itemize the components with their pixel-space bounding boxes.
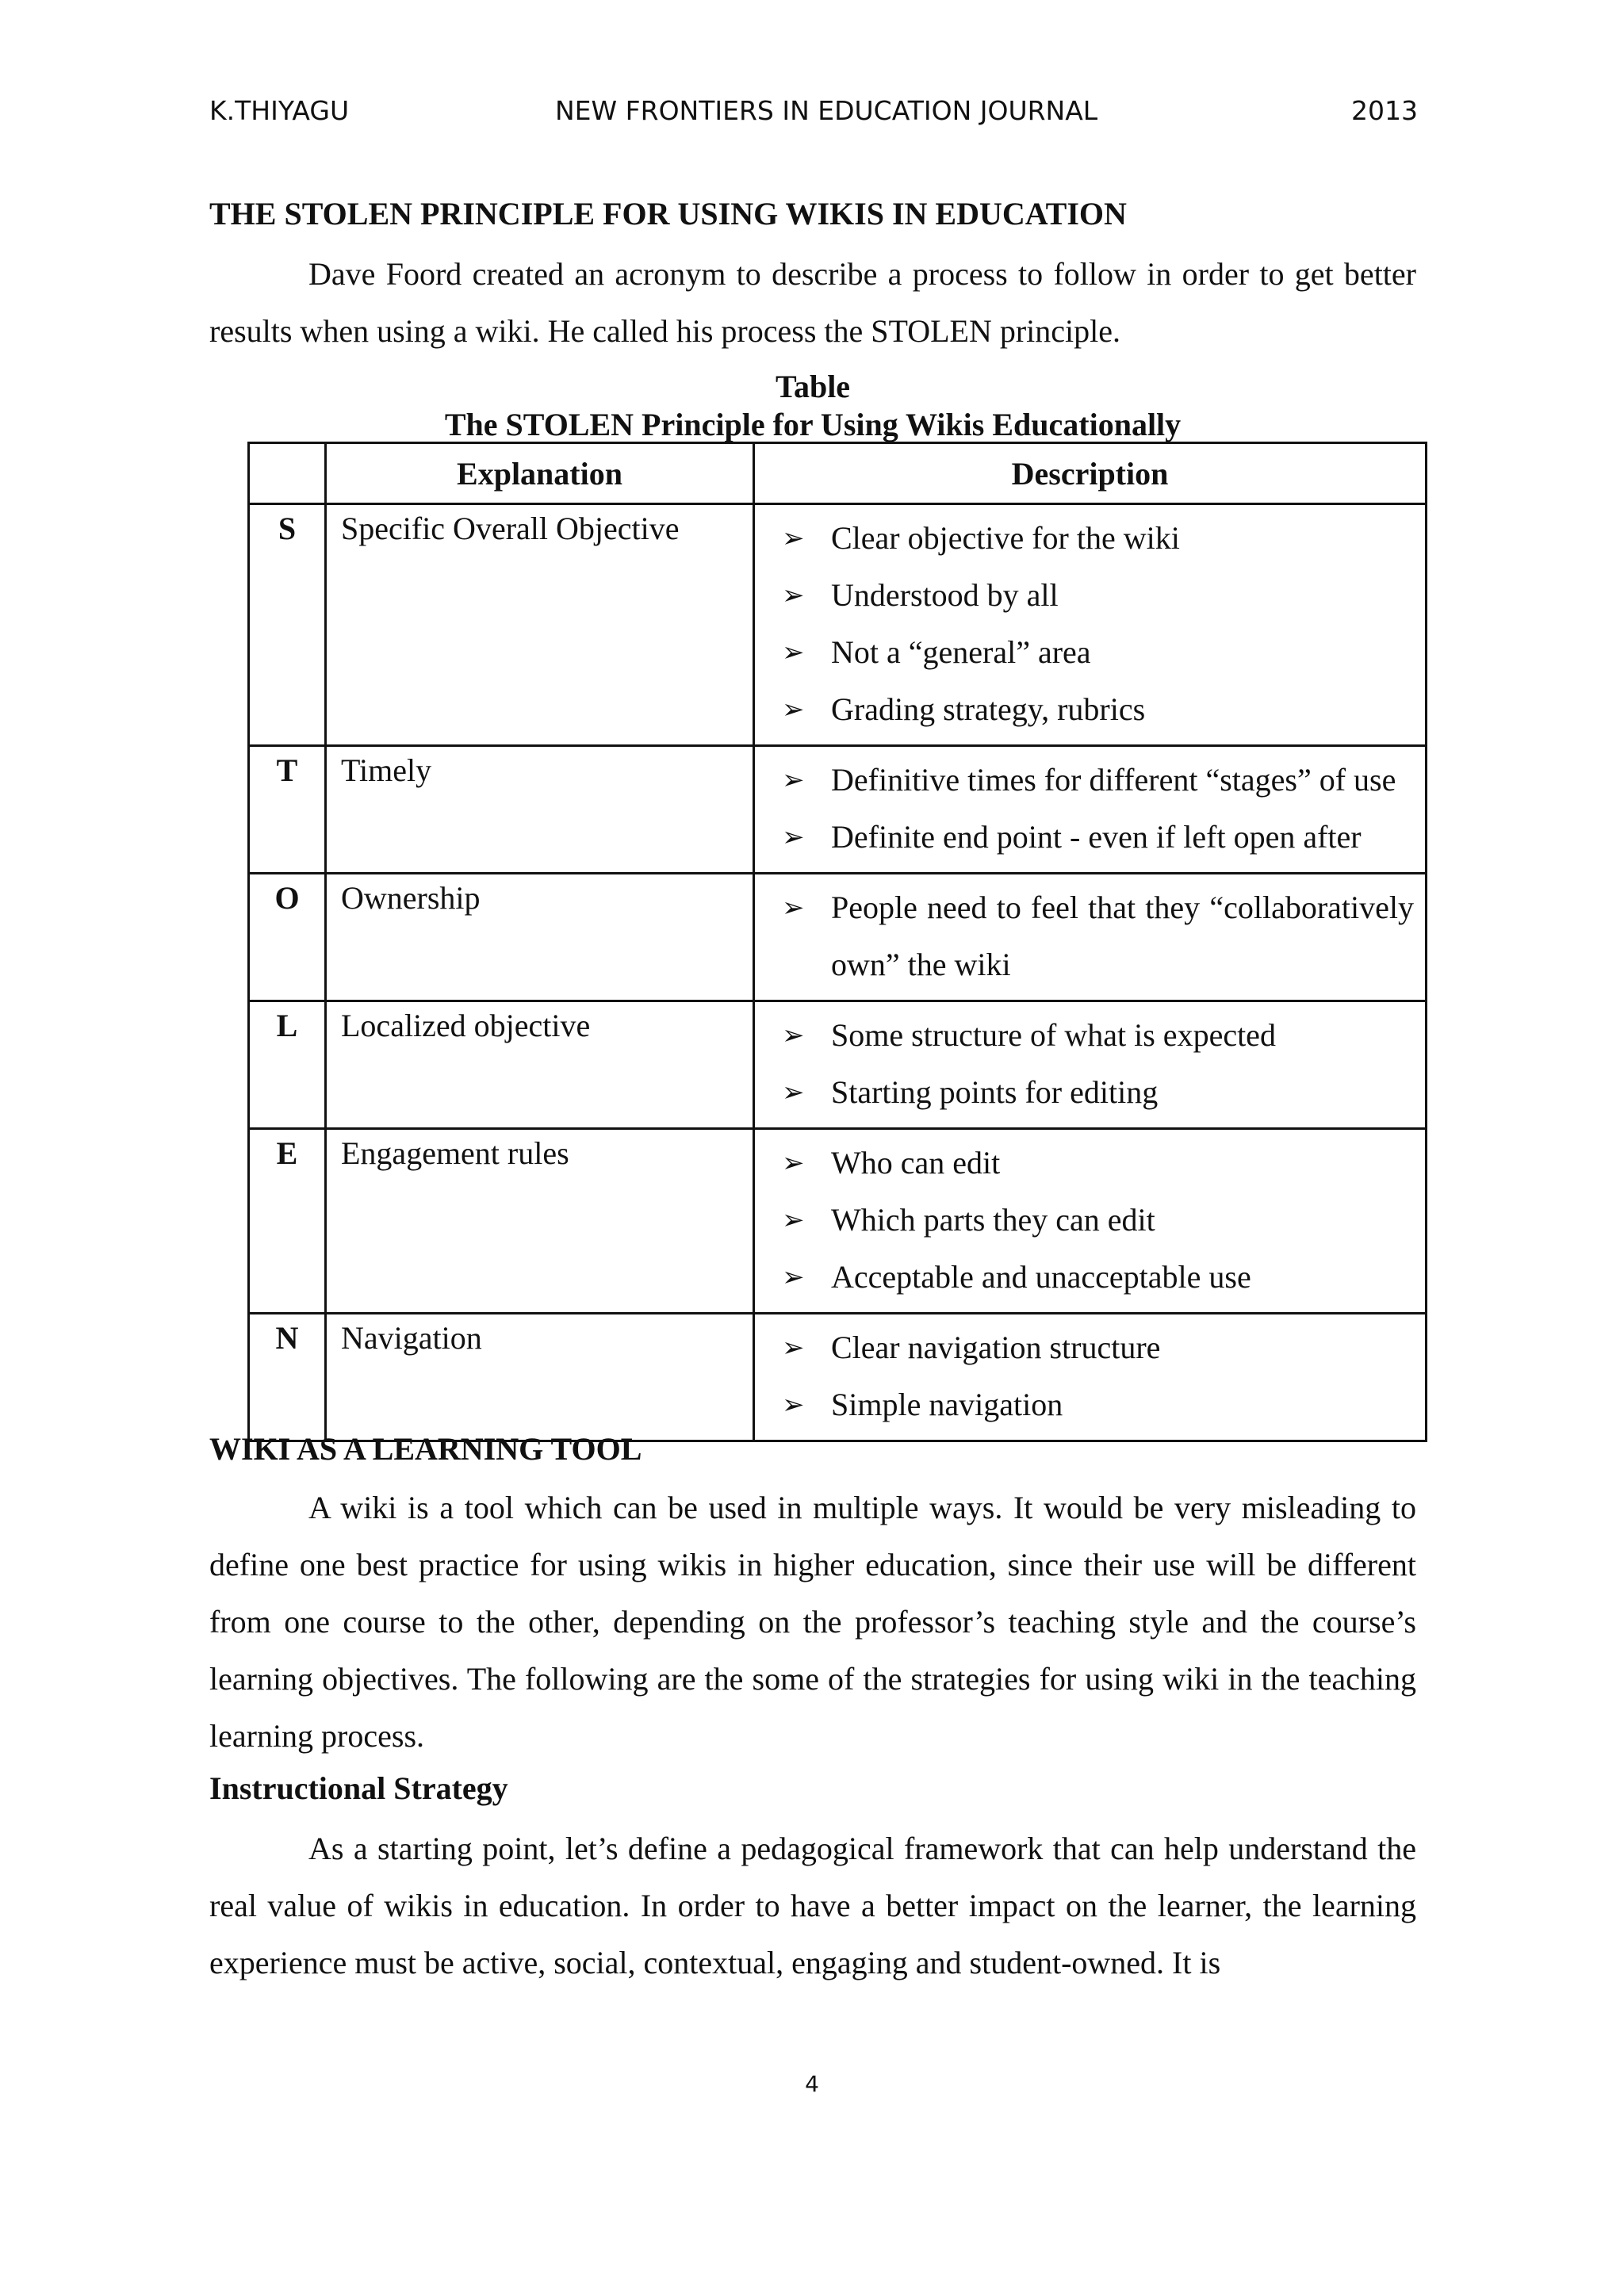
row-description: [754, 746, 1427, 874]
arrow-bullet-icon: ➢: [782, 637, 805, 668]
row-explanation: Engagement rules: [326, 1129, 754, 1314]
section-title-instructional-strategy: Instructional Strategy: [209, 1770, 508, 1806]
list-item: [782, 752, 1414, 809]
list-item-text: Simple navigation: [831, 1387, 1063, 1422]
row-explanation: Localized objective: [326, 1001, 754, 1129]
list-item: [782, 879, 1414, 993]
table-row: [249, 1314, 1427, 1441]
row-description: [754, 1129, 1427, 1314]
page-header: [209, 95, 1418, 135]
arrow-bullet-icon: ➢: [782, 694, 805, 725]
row-letter: E: [249, 1129, 326, 1314]
arrow-bullet-icon: ➢: [782, 1389, 805, 1421]
list-item: [782, 1249, 1414, 1306]
header-journal: NEW FRONTIERS IN EDUCATION JOURNAL: [555, 95, 1098, 126]
table-row: [249, 1001, 1427, 1129]
list-item-text: Clear navigation structure: [831, 1330, 1161, 1365]
table-row: [249, 746, 1427, 874]
list-item-text: Which parts they can edit: [831, 1202, 1155, 1238]
table-body: [249, 504, 1427, 1441]
list-item: [782, 1319, 1414, 1376]
table-header-row: [249, 443, 1427, 504]
list-item: [782, 1007, 1414, 1064]
section-title-wiki-learning-tool: WIKI AS A LEARNING TOOL: [209, 1431, 642, 1467]
list-item-text: Grading strategy, rubrics: [831, 691, 1146, 727]
table-caption-title: The STOLEN Principle for Using Wikis Educationally: [444, 407, 1182, 442]
list-item-text: People need to feel that they “collaboratively own” the wiki: [831, 890, 1414, 982]
table-row: [249, 504, 1427, 746]
list-item: [782, 624, 1414, 681]
list-item-text: Starting points for editing: [831, 1074, 1159, 1110]
table-row: [249, 874, 1427, 1001]
table-caption-label: Table: [775, 369, 851, 404]
row-description: [754, 1314, 1427, 1441]
list-item-text: Acceptable and unacceptable use: [831, 1259, 1251, 1295]
header-author: K.THIYAGU: [209, 95, 350, 126]
table-row: [249, 1129, 1427, 1314]
row-letter: T: [249, 746, 326, 874]
row-letter: S: [249, 504, 326, 746]
header-cell-description: Description: [754, 443, 1427, 504]
stolen-table: [247, 442, 1427, 1442]
list-item-text: Some structure of what is expected: [831, 1017, 1276, 1053]
paragraph-stolen-intro: Dave Foord created an acronym to describe a process to follow in order to get better results when using a wiki. He called his process the STOLEN principle.: [209, 256, 1416, 349]
arrow-bullet-icon: ➢: [782, 522, 805, 554]
list-item: [782, 1135, 1414, 1192]
list-item: [782, 567, 1414, 624]
arrow-bullet-icon: ➢: [782, 821, 805, 853]
row-description: [754, 874, 1427, 1001]
list-item: [782, 1064, 1414, 1121]
arrow-bullet-icon: ➢: [782, 892, 805, 924]
arrow-bullet-icon: ➢: [782, 580, 805, 611]
list-item: [782, 809, 1414, 866]
paragraph-instructional-strategy: As a starting point, let’s define a pedagogical framework that can help understand the real value of wikis in education. In order to have a better impact on the learner, the learning experience must be active, social, contextual, engaging and student-owned. It is: [209, 1831, 1416, 1980]
list-item: [782, 510, 1414, 567]
paragraph-wiki-learning-tool: A wiki is a tool which can be used in multiple ways. It would be very misleading to define one best practice for using wikis in higher education, since their use will be different from one course to the other, depending on the professor’s teaching style and the course’s learning objectives. The following are the some of the strategies for using wiki in the teaching learning process.: [209, 1490, 1416, 1754]
arrow-bullet-icon: ➢: [782, 764, 805, 796]
list-item-text: Clear objective for the wiki: [831, 520, 1180, 556]
row-explanation: Specific Overall Objective: [326, 504, 754, 746]
header-cell-explanation: Explanation: [326, 443, 754, 504]
list-item: [782, 1192, 1414, 1249]
list-item-text: Definite end point - even if left open after: [831, 819, 1362, 855]
row-letter: N: [249, 1314, 326, 1441]
arrow-bullet-icon: ➢: [782, 1077, 805, 1108]
header-cell-letter: [249, 443, 326, 504]
list-item: [782, 1376, 1414, 1433]
row-description: [754, 504, 1427, 746]
row-explanation: Ownership: [326, 874, 754, 1001]
section-title-stolen: THE STOLEN PRINCIPLE FOR USING WIKIS IN EDUCATION: [209, 196, 1127, 232]
row-explanation: Timely: [326, 746, 754, 874]
list-item-text: Not a “general” area: [831, 634, 1091, 670]
arrow-bullet-icon: ➢: [782, 1204, 805, 1236]
header-year: 2013: [1351, 95, 1418, 126]
row-letter: O: [249, 874, 326, 1001]
page-number: 4: [805, 2071, 819, 2097]
arrow-bullet-icon: ➢: [782, 1261, 805, 1293]
arrow-bullet-icon: ➢: [782, 1332, 805, 1364]
list-item-text: Who can edit: [831, 1145, 1001, 1181]
arrow-bullet-icon: ➢: [782, 1020, 805, 1051]
row-explanation: Navigation: [326, 1314, 754, 1441]
list-item: [782, 681, 1414, 738]
row-letter: L: [249, 1001, 326, 1129]
row-description: [754, 1001, 1427, 1129]
list-item-text: Understood by all: [831, 577, 1059, 613]
arrow-bullet-icon: ➢: [782, 1147, 805, 1179]
list-item-text: Definitive times for different “stages” of use: [831, 762, 1396, 798]
